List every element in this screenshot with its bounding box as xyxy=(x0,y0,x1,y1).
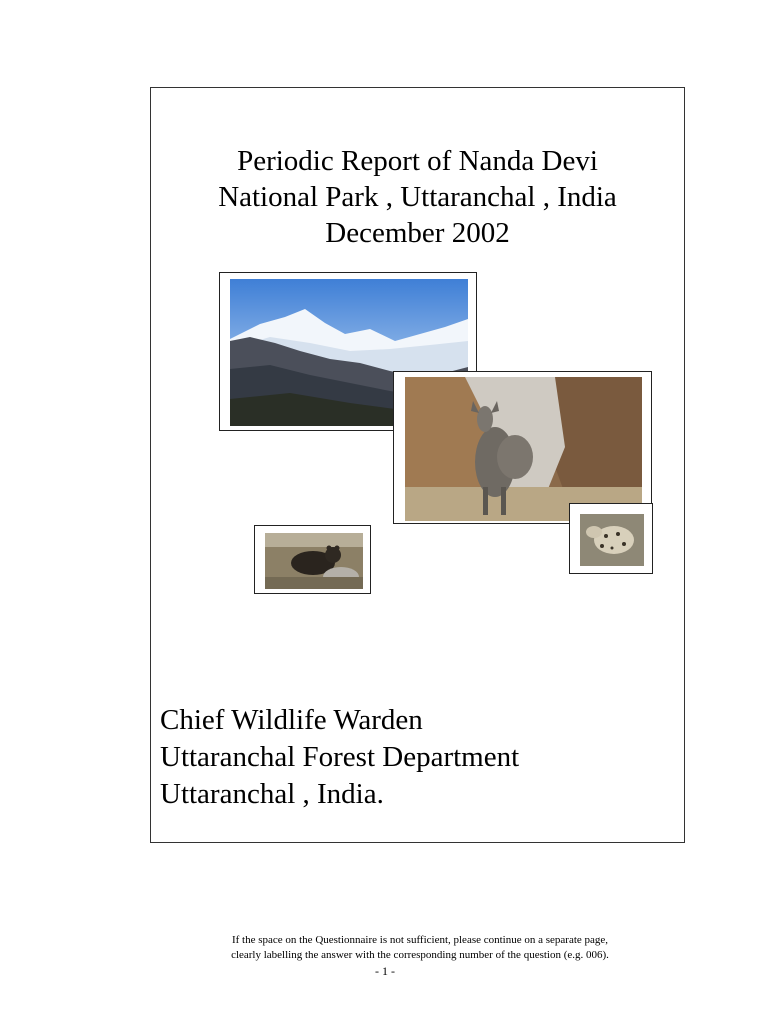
authority-line-1: Chief Wildlife Warden xyxy=(160,704,423,736)
bear-image xyxy=(265,533,363,589)
title-line-2: National Park , Uttaranchal , India xyxy=(218,181,617,213)
deer-image xyxy=(405,377,642,521)
bear-photo xyxy=(254,525,371,594)
page-number: - 1 - xyxy=(375,964,395,978)
deer-photo xyxy=(393,371,652,524)
footnote-line-2: clearly labelling the answer with the corresponding number of the question (e.g. 006). xyxy=(231,949,609,961)
title-line-1: Periodic Report of Nanda Devi xyxy=(237,145,598,177)
title-line-3: December 2002 xyxy=(325,217,510,249)
footnote xyxy=(180,933,660,963)
leopard-photo xyxy=(569,503,653,574)
authority-line-2: Uttaranchal Forest Department xyxy=(160,741,520,773)
issuing-authority xyxy=(160,702,519,813)
report-title xyxy=(150,143,685,251)
leopard-image xyxy=(580,514,644,566)
authority-line-3: Uttaranchal , India. xyxy=(160,778,384,810)
footnote-line-1: If the space on the Questionnaire is not sufficient, please continue on a separate page, xyxy=(231,934,609,946)
